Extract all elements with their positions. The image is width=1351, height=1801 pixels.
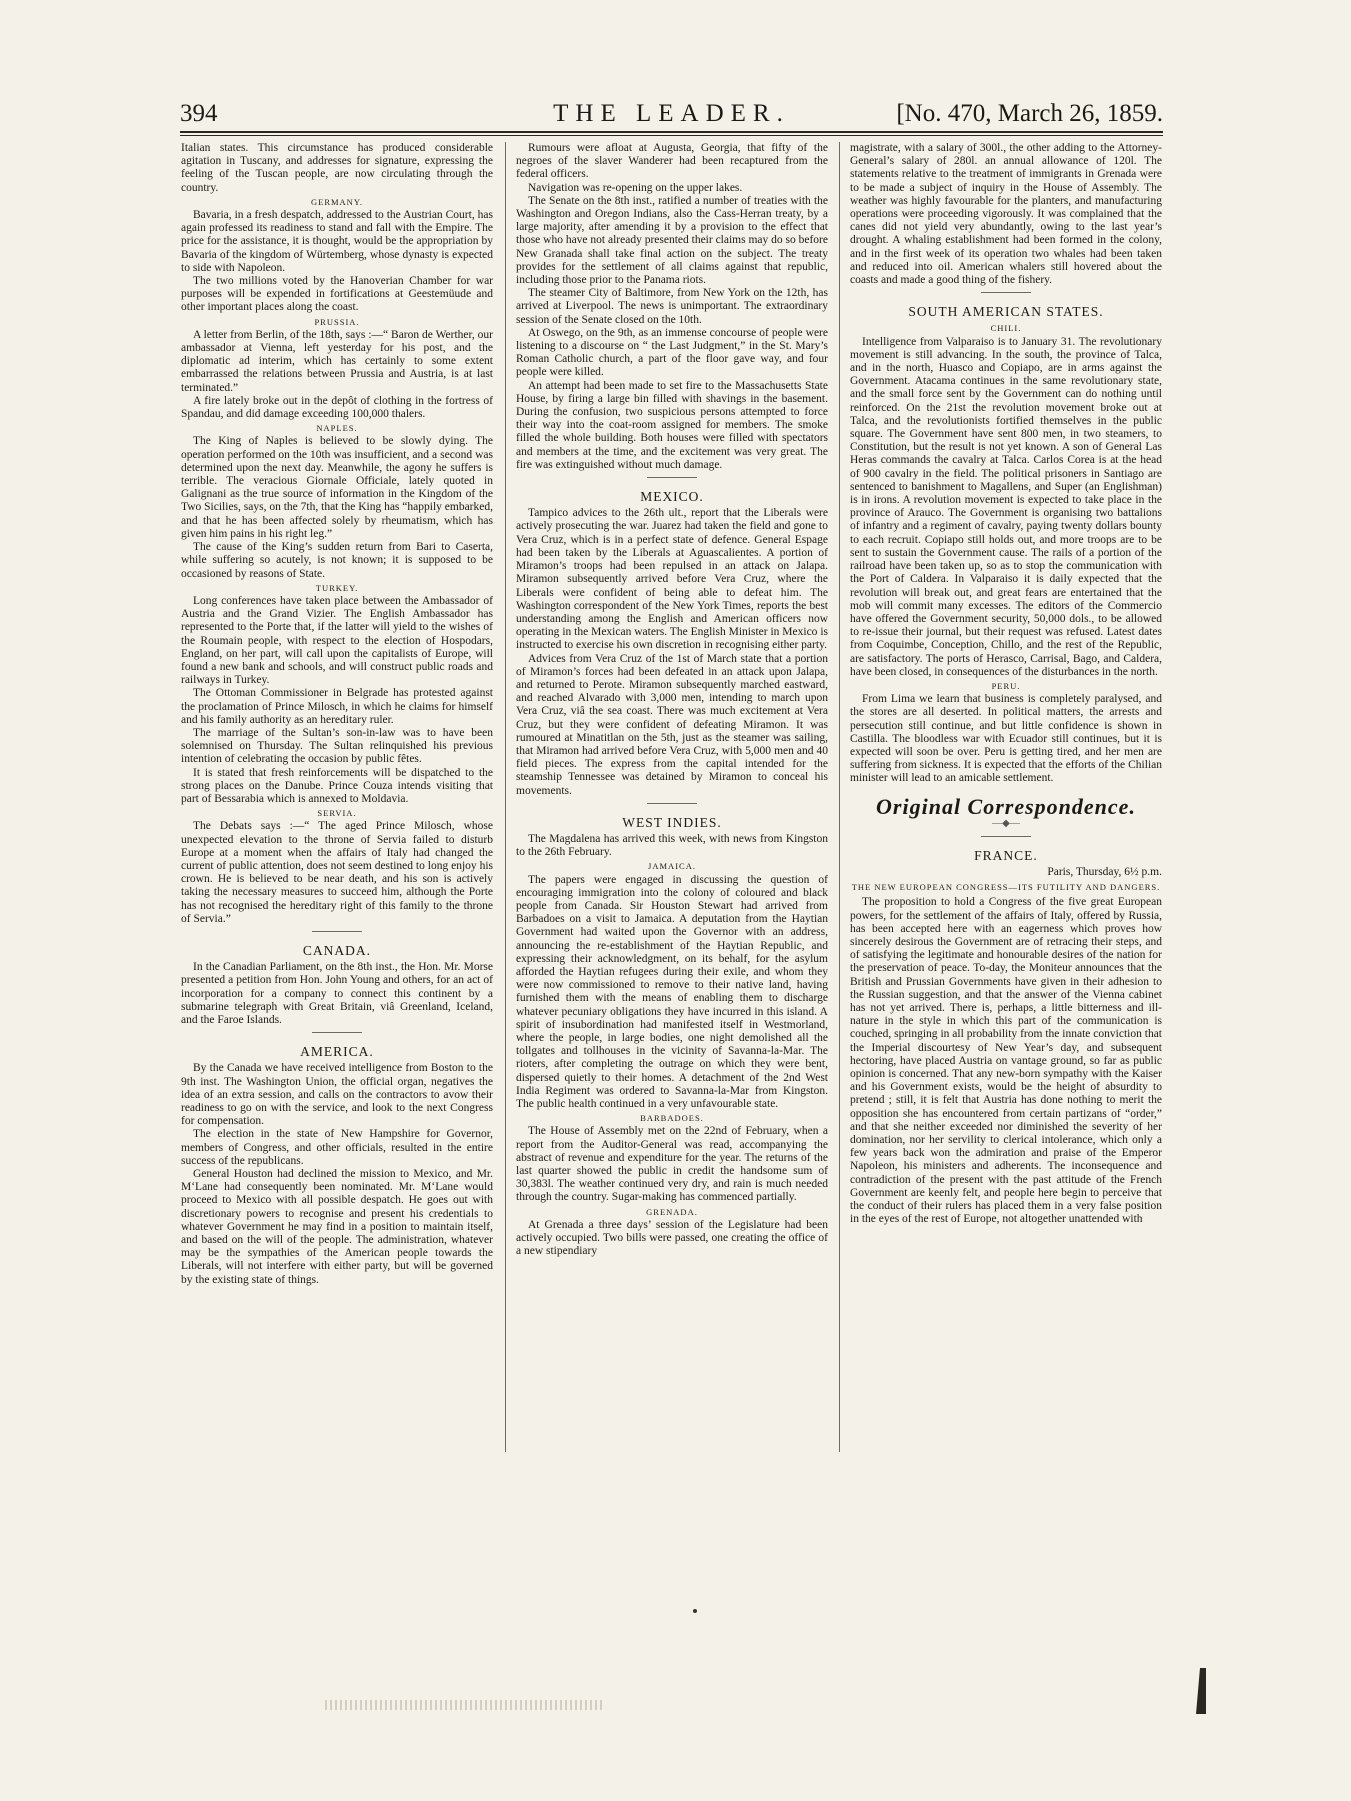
section-heading: WEST INDIES. — [622, 814, 722, 830]
paragraph: The election in the state of New Hampshire for Governor, members of Congress, and other officials, resulted in the entire success of the republicans. — [181, 1128, 493, 1167]
paragraph: Rumours were afloat at Augusta, Georgia, that fifty of the negroes of the slaver Wanderer had been recaptured from the federal officers. — [516, 142, 828, 181]
paragraph: In the Canadian Parliament, on the 8th inst., the Hon. Mr. Morse presented a petition from Hon. John Young and others, for an act of incorporation for a company to connect this continent by a submarine telegraph with Great Britain, viâ Greenland, Iceland, and the Faroe Islands. — [181, 961, 493, 1026]
paragraph: Italian states. This circumstance has produced considerable agitation in Tuscany, and addresses for signature, expressing the feeling of the Tuscan people, are now circulating through the country. — [181, 142, 493, 194]
paragraph: From Lima we learn that business is completely paralysed, and the stores are all deserted. In political matters, the arrests and persecution still continue, and but little confidence is shown in Castilla. The bloodless war with Ecuador still continues, but it is expected will soon be over. Peru is getting tired, and her men are suffering from sickness. It is expected that the efforts of the Chilian minister will lead to an amicable settlement. — [850, 693, 1162, 785]
feature-heading: Original Correspondence. — [876, 793, 1136, 819]
paragraph: Long conferences have taken place between the Ambassador of Austria and the Grand Vizier. The English Ambassador has represented to the Porte that, if the latter will yield to the wishes of the Roumain people, with respect to the election of Hospodars, England, on her part, will call upon the capitalists of Europe, will found a new bank and schools, and will construct public roads and railways in Turkey. — [181, 594, 493, 687]
paragraph: Tampico advices to the 26th ult., report that the Liberals were actively prosecuting the war. Juarez had taken the field and gone to Vera Cruz, which is in a perfect state of defence. General Espage had been taken by the Liberals at Aguascalientes. A portion of Miramon’s troops had been repulsed in an attack on Jalapa. Miramon subsequently arrived before Vera Cruz, where the Liberals were confident of being able to defeat him. The Washington correspondent of the New York Times, reports the best understanding among the English and American officers now operating in the Mexican waters. The English Minister in Mexico is instructed to exercise his own discretion in recognising either party. — [516, 507, 828, 652]
paragraph: At Oswego, on the 9th, as an immense concourse of people were listening to a discourse on “ the Last Judgment,” in the St. Mary’s Roman Catholic church, a part of the floor gave way, and four people were killed. — [516, 326, 828, 379]
paragraph: The steamer City of Baltimore, from New York on the 12th, has arrived at Liverpool. The news is unimportant. The extraordinary session of the Senate closed on the 10th. — [516, 287, 828, 326]
section-heading: FRANCE. — [974, 847, 1038, 863]
ornament-rule — [981, 836, 1031, 837]
column-1 — [181, 142, 493, 1682]
ornament-rule — [647, 477, 697, 478]
subheading: GERMANY. — [310, 196, 363, 207]
paragraph: The proposition to hold a Congress of the five great European powers, for the settlement of the affairs of Italy, offered by Russia, has been accepted here with an eagerness which proves how sincerely desirous the Government are of retracing their steps, and of satisfying the legitimate and honourable desires of the nation for the preservation of peace. To-day, the Moniteur announces that the British and Prussian Governments have given in their adhesion to the Russian suggestion, and that the answer of the Vienna cabinet has not yet arrived. There is, perhaps, a little bitterness and ill-nature in the style in which this part of the communication is couched, springing in all probability from the innate conviction that the Imperial discourtesy of New Year’s day, and subsequent hectoring, have placed Austria on vantage ground, so far as public opinion is concerned. That any new-born sympathy with the Kaiser and his Government exists, would be the height of absurdity to pretend ; still, it is felt that Austria has done nothing to merit the opposition she has encountered from certain partizans of “order,” and that she neither exceeded nor diminished the severity of her domination, nor her servility to clerical intolerance, which only a few years back won the admiration and praise of the Emperor Napoleon, his ministers and adherents. The inconsequence and contradiction of the present with the past attitude of the French Government are keenly felt, and people here begin to perceive that the conduct of their rulers has placed them in a very false position in the eyes of the rest of Europe, not altogether unattended with — [850, 896, 1162, 1226]
subheading: NAPLES. — [316, 423, 358, 434]
section-heading: MEXICO. — [640, 489, 704, 505]
column-3 — [850, 142, 1162, 1682]
print-speck — [693, 1609, 697, 1613]
header-rule-thin — [180, 135, 1163, 136]
paragraph: magistrate, with a salary of 300l., the other adding to the Attorney-General’s salary of 280l. an annual allowance of 120l. The statements relative to the treatment of immigrants in Grenada were to be made a subject of inquiry in the House of Assembly. The weather was highly favourable for the planters, and manufacturing operations were proceeding vigorously. It was complained that the canes did not yield very abundantly, owing to the last year’s drought. A whaling establishment had been formed in the colony, and in the first week of its operation two whales had been taken and reduced into oil. American whalers still hovered about the coasts and made a good thing of the fishery. — [850, 142, 1162, 287]
ornament-rule — [312, 931, 362, 932]
paragraph: The two millions voted by the Hanoverian Chamber for war purposes will be expended in fortifications at Geestemüude and other important places along the coast. — [181, 275, 493, 314]
section-heading: CANADA. — [302, 942, 372, 958]
ornament-rule — [312, 1032, 362, 1033]
subheading: PRUSSIA. — [314, 316, 360, 327]
subheading: CHILI. — [990, 323, 1022, 334]
paragraph: Intelligence from Valparaiso is to January 31. The revolutionary movement is still advancing. In the south, the province of Talca, and in the north, Huasco and Copiapo, are in arms against the Government. Atacama continues in the same revolutionary state, and the small force sent by the Government can do nothing until reinforced. On the 21st the revolution movement broke out at Talca, and the revolutionists fortified themselves in the public square. The Government have sent 800 men, in two steamers, to Constitution, but the result is not yet known. A son of General Las Heras commands the cavalry at Talca. Carlos Corea is at the head of 900 cavalry in the field. The political prisoners in Santiago are sentenced to banishment to Magallens, and Super (an Englishman) is in irons. A revolution movement is expected to take place in the province of Arauco. The Government is organising two battalions of infantry and a regiment of cavalry, paying twenty dollars bounty to each recruit. Copiapo still holds out, and more troops are to be sent to sustain the Government cause. The rails of a portion of the railroad have been taken up, so as to stop the communication with the Port of Caldera. In Valparaiso it is daily expected that the revolution will break out, and great fears are entertained that the mob will commit many excesses. The editors of the Commercio have offered the Government security, 50,000 dols., to be allowed to re-issue their journal, but their request was refused. Latest dates from Coquimbe, Conception, Chillo, and the rest of the Republic, are satisfactory. The ports of Herasco, Carrisal, Bago, and Caldera, have been closed, in consequences of the disturbances in the north. — [850, 335, 1162, 678]
section-heading: AMERICA. — [300, 1044, 374, 1060]
paragraph: By the Canada we have received intelligence from Boston to the 9th inst. The Washington Union, the official organ, negatives the idea of an extra session, and calls on the contractors to avow their readiness to go on with the service, and look to the next Congress for compensation. — [181, 1062, 493, 1128]
paragraph: It is stated that fresh reinforcements will be dispatched to the strong places on the Danube. Prince Couza intends visiting that part of Bessarabia which is annexed to Moldavia. — [181, 766, 493, 805]
paragraph: At Grenada a three days’ session of the Legislature had been actively occupied. Two bills were passed, one creating the office of a new stipendiary — [516, 1218, 828, 1258]
paragraph: The cause of the King’s sudden return from Bari to Caserta, while suffering so acutely, is not known; it is supposed to be occasioned by reasons of State. — [181, 541, 493, 580]
ornament-rule — [647, 803, 697, 804]
paragraph: The Magdalena has arrived this week, with news from Kingston to the 26th February. — [516, 832, 828, 859]
paragraph: The marriage of the Sultan’s son-in-law was to have been solemnised on Thursday. The Sultan relinquished his previous intention of celebrating the occasion by public fêtes. — [181, 726, 493, 766]
paragraph: An attempt had been made to set fire to the Massachusetts State House, by firing a large bin filled with shavings in the basement. During the confusion, two suspicious persons attempted to force their way into the coat-room assigned for members. The smoke filled the whole building. Both houses were filled with spectators and members at the time, and the excitement was very great. The fire was extinguished without much damage. — [516, 379, 828, 471]
paragraph: Advices from Vera Cruz of the 1st of March state that a portion of Miramon’s forces had been defeated in an attack upon Jalapa, and returned to Perote. Miramon subsequently marched eastward, and reached Alvarado with 3,000 men, intending to march upon Vera Cruz, viâ the sea coast. There was much excitement at Vera Cruz, but they were confident of defeating Miramon. It was rumoured at Minatitlan on the 5th, just as the steamer was sailing, that Miramon had arrived before Vera Cruz, with 5,000 men and 40 field pieces. The express from the capital intended for the steamship Tennessee was detained by Miramon to conceal his movements. — [516, 652, 828, 797]
paragraph: The Ottoman Commissioner in Belgrade has protested against the proclamation of Prince Milosch, in which he claims for himself and his family authority as an hereditary ruler. — [181, 687, 493, 726]
star-ornament-icon: —◆— — [992, 817, 1020, 829]
column-2 — [516, 142, 828, 1682]
subheading: BARBADOES. — [640, 1113, 704, 1124]
paragraph: The papers were engaged in discussing the question of encouraging immigration into the colony of coloured and black people from Canada. Sir Houston Stewart had arrived from Barbadoes on a visit to Jamaica. A deputation from the Haytian Government had waited upon the Governor with an address, announcing the re-establishment of the Haytian Republic, and expressing their acknowledgment, on its behalf, for the asylum afforded the Haytian refugees during their exile, and whom they were now commissioned to remove to their native land, having furnished them with the means of enabling them to discharge whatever pecuniary obligations they have incurred in this island. A spirit of insubordination had manifested itself in Westmorland, where the people, in large bodies, one night demolished all the tollgates and tollhouses in the vicinity of Savanna-la-Mar. The rioters, after completing the outrage on which they were bent, dispersed quietly to their homes. A detachment of the 2nd West India Regiment was ordered to Savanna-la-Mar from Kingston. The public health continued in a very unfavourable state. — [516, 873, 828, 1111]
paragraph: A letter from Berlin, of the 18th, says :—“ Baron de Werther, our ambassador at Vienna, left yesterday for his post, and the diplomatic ad interim, which has certainly to some extent embarrassed the relations between Prussia and Austria, is at last terminated.” — [181, 328, 493, 394]
section-heading: SOUTH AMERICAN STATES. — [908, 304, 1104, 320]
subheading: GRENADA. — [646, 1206, 698, 1217]
paragraph: Bavaria, in a fresh despatch, addressed to the Austrian Court, has again professed its readiness to stand and fall with the Empire. The price for the assistance, it is thought, would be the appropriation by Bavaria of the kingdom of Würtemberg, whose dynasty is expected to side with Napoleon. — [181, 209, 493, 274]
paragraph: The Senate on the 8th inst., ratified a number of treaties with the Washington and Oregon Indians, also the Cass-Herran treaty, by a large majority, after amending it by a provision to the effect that those who have not already presented their claims may do so before New Granada shall take final action on the subject. The treaty provides for the settlement of all claims against that republic, including those prior to the Panama riots. — [516, 194, 828, 287]
page-number: 394 — [180, 100, 218, 127]
article-subtitle: THE NEW EUROPEAN CONGRESS—ITS FUTILITY AND DANGERS. — [851, 882, 1161, 893]
paragraph: The King of Naples is believed to be slowly dying. The operation performed on the 10th was insufficient, and a second was determined upon the next day. Meanwhile, the agony he suffers is terrible. The veracious Giornale Officiale, lately quoted in Galignani as the true source of information in the Kingdom of the Two Sicilies, says, on the 7th, that the King has “happily embarked, and that he has been affected solely by rheumatism, which has given him pains in his right leg.” — [181, 435, 493, 540]
paragraph: A fire lately broke out in the depôt of clothing in the fortress of Spandau, and did damage exceeding 100,000 thalers. — [181, 394, 493, 421]
subheading: SERVIA. — [317, 808, 357, 819]
issue-line: [No. 470, March 26, 1859. — [896, 100, 1163, 127]
paragraph: The House of Assembly met on the 22nd of February, when a report from the Auditor-General was read, accompanying the abstract of revenue and expenditure for the year. The returns of the last quarter showed the public in credit the handsome sum of 30,383l. The weather continued very dry, and rain is much needed through the country. Sugar-making has commenced partially. — [516, 1125, 828, 1204]
dateline: Paris, Thursday, 6½ p.m. — [1047, 866, 1162, 879]
column-divider — [505, 142, 506, 1452]
subheading: TURKEY. — [315, 582, 359, 593]
scan-smudge — [325, 1700, 605, 1710]
page-header — [180, 100, 1163, 130]
subheading: PERU. — [991, 680, 1021, 691]
column-divider — [839, 142, 840, 1452]
ornament-rule — [981, 292, 1031, 293]
masthead-title: THE LEADER. — [553, 100, 790, 127]
paragraph: The Debats says :—“ The aged Prince Milosch, whose unexpected elevation to the throne of Servia failed to disturb Europe at a moment when the affairs of Italy had changed the current of public attention, does not seem destined to long enjoy his crown. He is believed to be near death, and his son is actively taking the necessary measures to succeed him, although the Porte has not recognised the hereditary right of this family to the throne of Servia.” — [181, 820, 493, 925]
paragraph: General Houston had declined the mission to Mexico, and Mr. M‘Lane had consequently been nominated. Mr. M‘Lane would proceed to Mexico with all possible despatch. He goes out with discretionary powers to recognise and present his credentials to whatever Government he may find in a position to maintain itself, and based on the will of the people. The administration, whatever may be the sympathies of the American people towards the Liberals, will not interfere with either party, but will be governed by the existing state of things. — [181, 1168, 493, 1286]
scan-mark — [1196, 1668, 1206, 1714]
subheading: JAMAICA. — [648, 861, 696, 872]
paragraph: Navigation was re-opening on the upper lakes. — [528, 181, 743, 194]
header-rule — [180, 131, 1163, 133]
